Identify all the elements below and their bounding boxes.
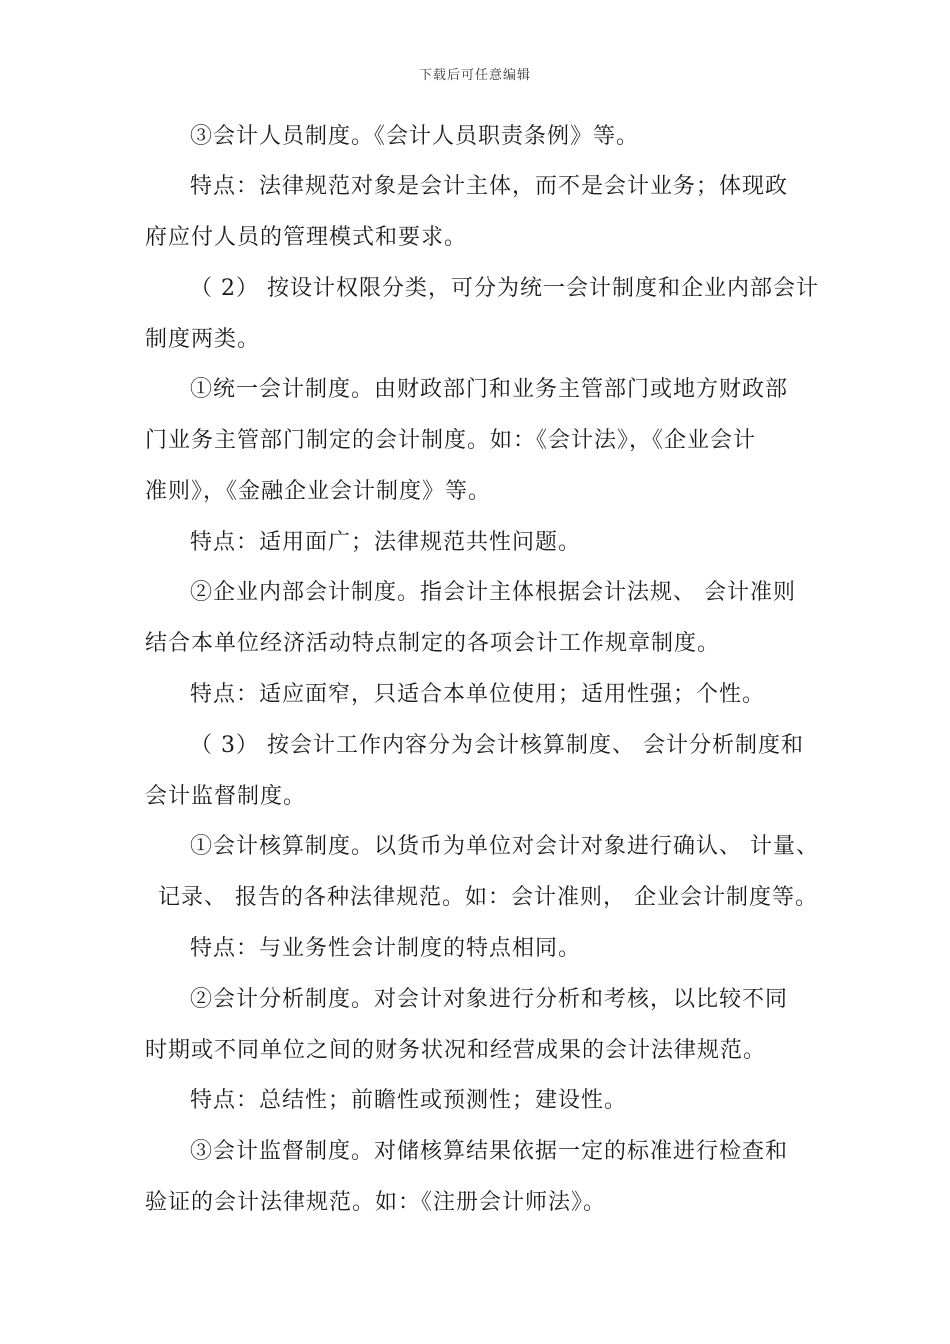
text-line-10: ②企业内部会计制度。指会计主体根据会计法规、 会计准则 (190, 580, 796, 605)
text-line-7: 门业务主管部门制定的会计制度。如：《会计法》，《企业会计 (145, 428, 757, 453)
text-line-1: ③会计人员制度。《会计人员职责条例》等。 (190, 124, 640, 149)
text-line-11: 结合本单位经济活动特点制定的各项会计工作规章制度。 (145, 631, 721, 656)
text-line-4: （ 2） 按设计权限分类，可分为统一会计制度和企业内部会计 (190, 276, 819, 301)
text-line-13: （ 3） 按会计工作内容分为会计核算制度、 会计分析制度和 (190, 733, 804, 758)
text-line-12: 特点：适应面窄，只适合本单位使用；适用性强；个性。 (190, 682, 766, 707)
page-header: 下载后可任意编辑 (418, 68, 531, 83)
text-line-14: 会计监督制度。 (145, 784, 307, 809)
text-line-2: 特点：法律规范对象是会计主体，而不是会计业务；体现政 (190, 174, 789, 199)
text-line-5: 制度两类。 (145, 327, 261, 352)
text-line-19: 时期或不同单位之间的财务状况和经营成果的会计法律规范。 (145, 1038, 767, 1063)
text-line-15: ①会计核算制度。以货币为单位对会计对象进行确认、 计量、 (190, 834, 819, 859)
text-line-21: ③会计监督制度。对储核算结果依据一定的标准进行检查和 (190, 1139, 789, 1164)
text-line-8: 准则》，《金融企业会计制度》等。 (145, 479, 492, 504)
text-line-18: ②会计分析制度。对会计对象进行分析和考核，以比较不同 (190, 987, 789, 1012)
text-line-9: 特点：适用面广；法律规范共性问题。 (190, 530, 582, 555)
text-line-20: 特点：总结性；前瞻性或预测性；建设性。 (190, 1088, 628, 1113)
text-line-17: 特点：与业务性会计制度的特点相同。 (190, 936, 582, 961)
text-line-16: 记录、 报告的各种法律规范。如：会计准则， 企业会计制度等。 (158, 885, 818, 910)
text-line-6: ①统一会计制度。由财政部门和业务主管部门或地方财政部 (190, 377, 789, 402)
text-line-22: 验证的会计法律规范。如：《注册会计师法》。 (145, 1190, 607, 1215)
text-line-3: 府应付人员的管理模式和要求。 (145, 225, 468, 250)
